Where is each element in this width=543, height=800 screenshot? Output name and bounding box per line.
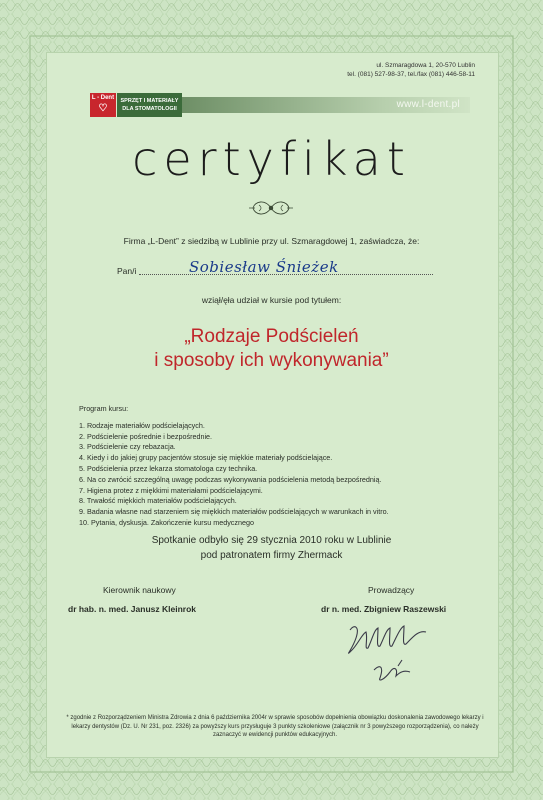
meeting-line-2: pod patronatem firmy Zhermack — [200, 550, 343, 561]
logo-tagline-line-2: DLA STOMATOLOGII — [122, 106, 177, 112]
website-url: www.l-dent.pl — [396, 99, 460, 110]
certificate-title: certyfikat — [132, 132, 411, 186]
course-title-line-1: „Rodzaje Podścieleń — [184, 326, 359, 347]
company-logo — [90, 93, 470, 119]
program-item: 4. Kiedy i do jakiej grupy pacjentów stosuje się miękkie materiały podścielające. — [79, 453, 333, 463]
floral-ornament-icon — [247, 197, 295, 219]
program-item: 7. Higiena protez z miękkimi materiałami podścielającymi. — [79, 485, 263, 495]
program-item: 6. Na co zwrócić szczególną uwagę podczas wykonywania podścielenia metodą bezpośrednią. — [79, 474, 382, 484]
scientific-director-name: dr hab. n. med. Janusz Kleinrok — [68, 604, 196, 614]
logo-mark — [90, 93, 116, 117]
program-item: 3. Podścielenie czy rebazacja. — [79, 442, 176, 452]
course-title — [0, 325, 543, 373]
meeting-info — [0, 533, 543, 563]
instructor-name: dr n. med. Zbigniew Raszewski — [321, 604, 447, 614]
participation-text: wziął/ęła udział w kursie pod tytułem: — [201, 295, 342, 305]
program-item: 10. Pytania, dyskusja. Zakończenie kursu medycznego — [79, 517, 254, 527]
logo-tagline — [117, 93, 182, 117]
scientific-director-role: Kierownik naukowy — [103, 585, 176, 595]
address-line-2: tel. (081) 527-98-37, tel./fax (081) 446-58-11 — [347, 71, 475, 78]
logo-tagline-line-1: SPRZĘT I MATERIAŁY — [120, 98, 179, 104]
program-list — [79, 421, 389, 529]
legal-footnote: * zgodnie z Rozporządzeniem Ministra Zdrowia z dnia 6 października 2004r w sprawie sposobów dopełnienia obowiązku doskonalenia zawodowego lekarzy i lekarzy dentystów (Dz. U. Nr 231, poz. 2326) za powyższy kurs przysługuje 3 punkty szkoleniowe (załącznik nr 3 powyższego rozporządzenia), co należy zaznaczyć w ewidencji punktów edukacyjnych. — [66, 715, 484, 738]
program-item: 5. Podścielenia przez lekarza stomatologa czy technika. — [79, 463, 258, 473]
meeting-line-1: Spotkanie odbyło się 29 stycznia 2010 roku w Lublinie — [151, 535, 392, 546]
program-heading: Program kursu: — [79, 404, 129, 413]
tooth-icon: ♡ — [98, 103, 108, 114]
logo-brand: L - Dent — [91, 95, 115, 101]
address-line-1: ul. Szmaragdowa 1, 20-570 Lublin — [376, 62, 475, 69]
intro-text: Firma „L-Dent” z siedzibą w Lublinie przy ul. Szmaragdowej 1, zaświadcza, że: — [123, 236, 420, 246]
recipient-row — [117, 258, 433, 278]
course-program — [79, 404, 389, 529]
course-title-line-2: i sposoby ich wykonywania” — [154, 350, 389, 371]
program-item: 1. Rodzaje materiałów podścielających. — [79, 420, 205, 430]
instructor-role: Prowadzący — [368, 585, 415, 595]
program-item: 8. Trwałość miękkich materiałów podścielających. — [79, 496, 237, 506]
logo-bar — [182, 97, 470, 113]
program-item: 9. Badania własne nad starzeniem się miękkich materiałów podścielających w warunkach in vitro. — [79, 507, 389, 517]
handwritten-signature — [338, 620, 438, 686]
company-address — [347, 61, 475, 79]
recipient-label: Pan/i — [117, 266, 137, 276]
recipient-name: Sobiesław Śnieżek — [189, 258, 339, 276]
program-item: 2. Podścielenie pośrednie i bezpośrednie. — [79, 431, 213, 441]
